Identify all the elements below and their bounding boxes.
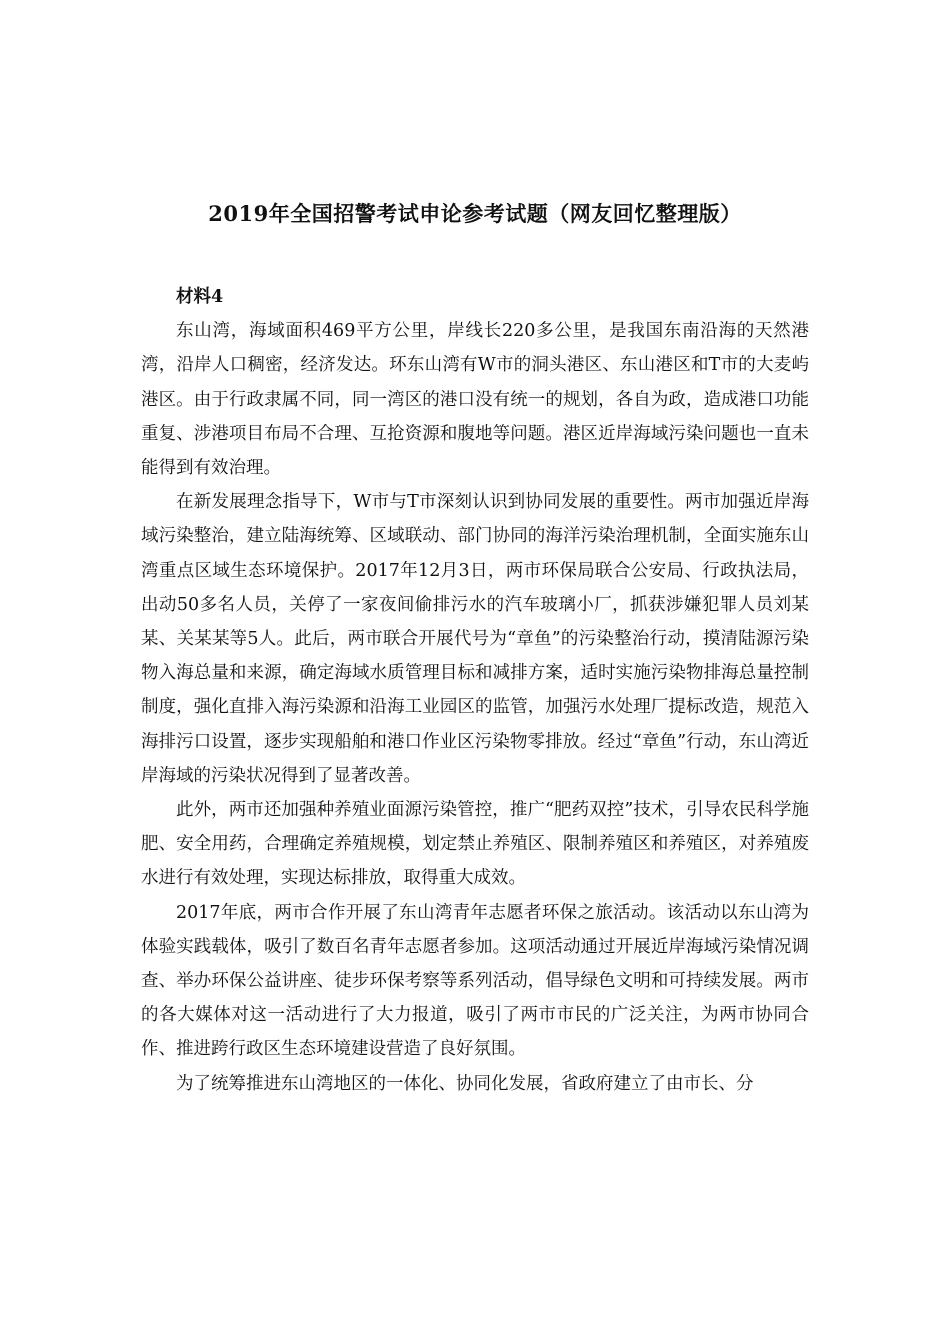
document-body <box>141 280 809 1101</box>
paragraph-1: 东山湾，海域面积469平方公里，岸线长220多公里，是我国东南沿海的天然港湾，沿岸人口稠密，经济发达。环东山湾有W市的洞头港区、东山港区和T市的大麦屿港区。由于行政隶属不同，同一湾区的港口没有统一的规划，各自为政，造成港口功能重复、涉港项目布局不合理、互抢资源和腹地等问题。港区近岸海域污染问题也一直未能得到有效治理。 <box>141 321 809 479</box>
paragraph-5: 为了统筹推进东山湾地区的一体化、协同化发展，省政府建立了由市长、分 <box>176 1073 754 1094</box>
document-title: 2019年全国招警考试申论参考试题（网友回忆整理版） <box>208 201 742 226</box>
paragraph-3: 此外，两市还加强种养殖业面源污染管控，推广“肥药双控”技术，引导农民科学施肥、安全用药，合理确定养殖规模，划定禁止养殖区、限制养殖区和养殖区，对养殖废水进行有效处理，实现达标排放，取得重大成效。 <box>141 800 809 889</box>
paragraph-2: 在新发展理念指导下，W市与T市深刻认识到协同发展的重要性。两市加强近岸海域污染整治，建立陆海统筹、区域联动、部门协同的海洋污染治理机制，全面实施东山湾重点区域生态环境保护。2017年12月3日，两市环保局联合公安局、行政执法局，出动50多名人员，关停了一家夜间偷排污水的汽车玻璃小厂，抓获涉嫌犯罪人员刘某某、关某某等5人。此后，两市联合开展代号为“章鱼”的污染整治行动，摸清陆源污染物入海总量和来源，确定海域水质管理目标和减排方案，适时实施污染物排海总量控制制度，强化直排入海污染源和沿海工业园区的监管，加强污水处理厂提标改造，规范入海排污口设置，逐步实现船舶和港口作业区污染物零排放。经过“章鱼”行动，东山湾近岸海域的污染状况得到了显著改善。 <box>141 492 809 786</box>
paragraph-4: 2017年底，两市合作开展了东山湾青年志愿者环保之旅活动。该活动以东山湾为体验实践载体，吸引了数百名青年志愿者参加。这项活动通过开展近岸海域污染情况调查、举办环保公益讲座、徒步环保考察等系列活动，倡导绿色文明和可持续发展。两市的各大媒体对这一活动进行了大力报道，吸引了两市市民的广泛关注，为两市协同合作、推进跨行政区生态环境建设营造了良好氛围。 <box>141 902 809 1060</box>
section-label: 材料4 <box>176 287 224 307</box>
